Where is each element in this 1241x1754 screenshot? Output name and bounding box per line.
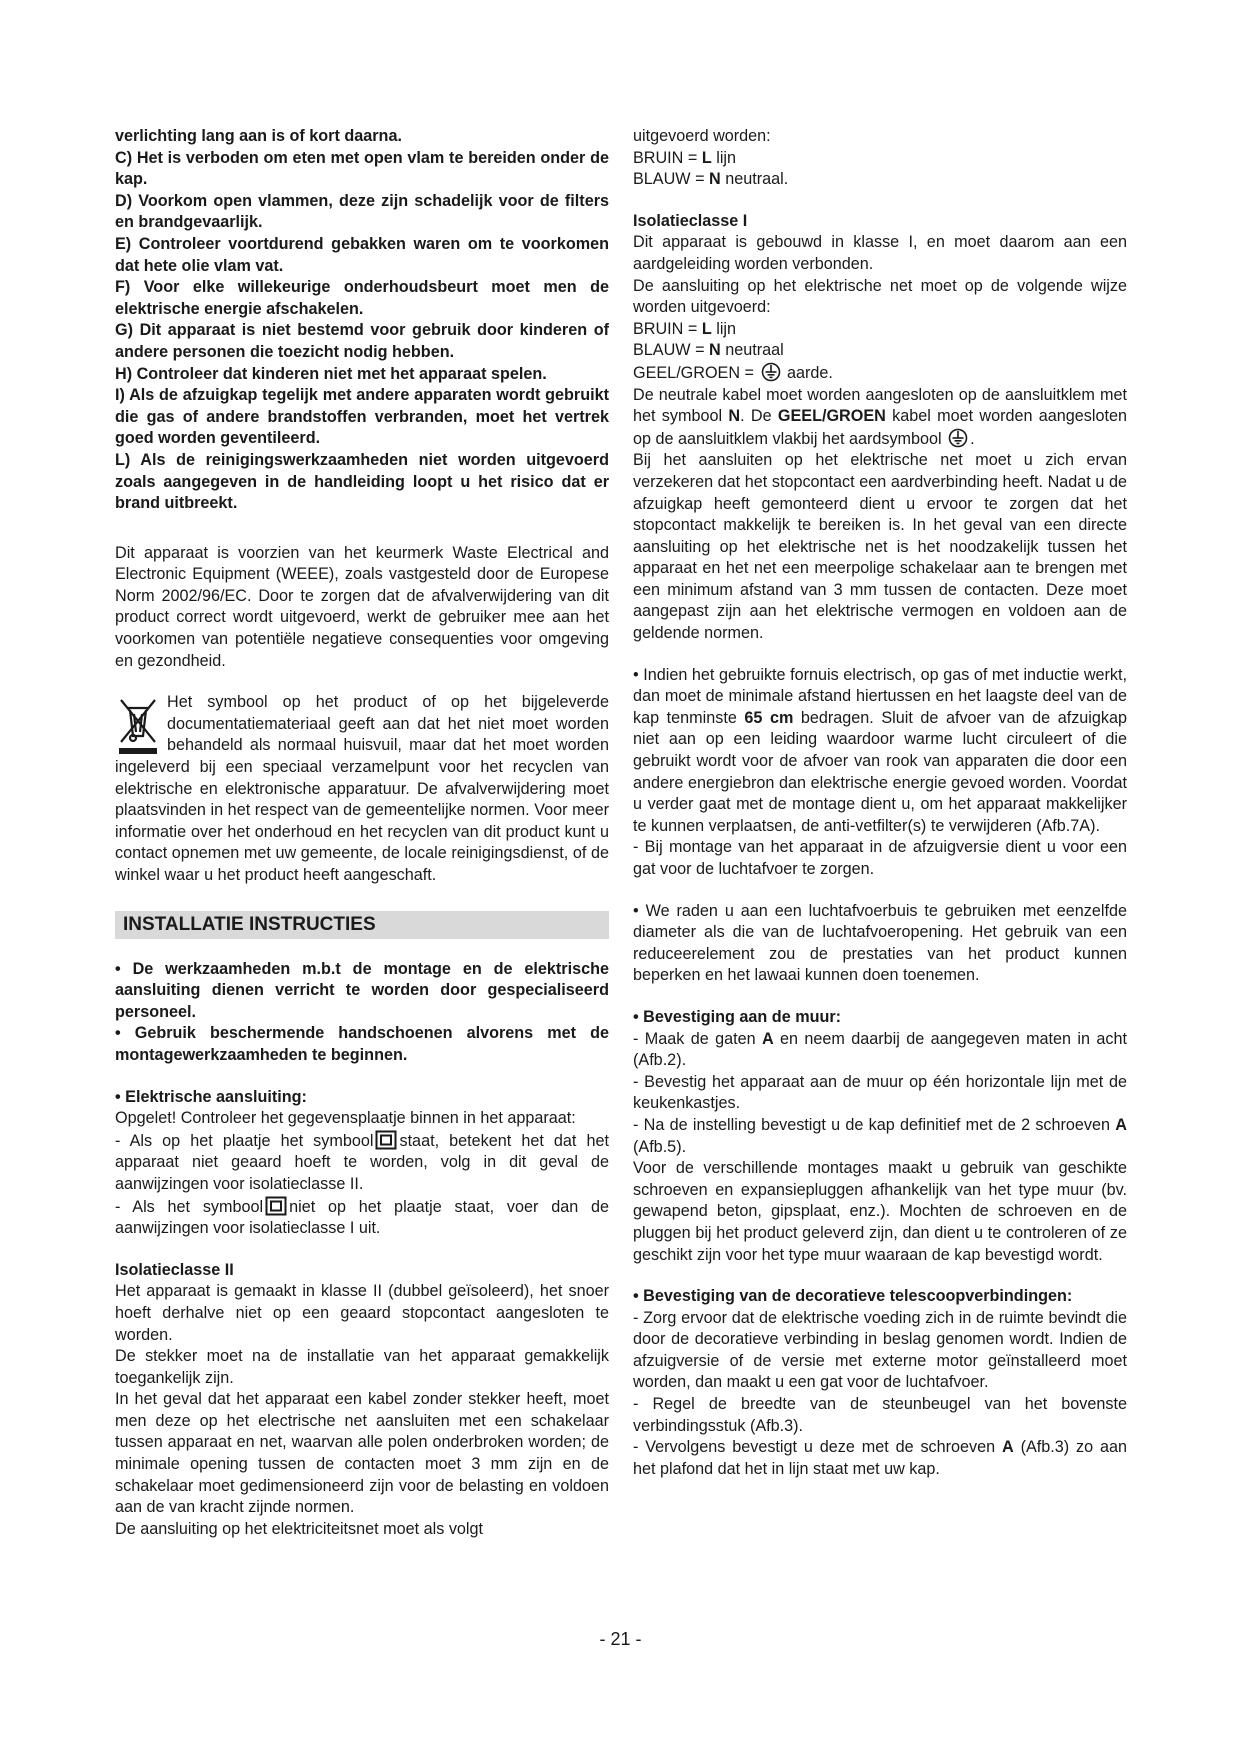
wire-label: BLAUW = — [633, 170, 710, 189]
wall-step: Voor de verschillende montages maakt u gebruik van geschikte schroeven en expansiepluggen afhankelijk van het type muur (bv. gewapend beton, gipsplaat, enz.). Mochten de schroeven en de pluggen bij het product geleverd zijn, dan dient u te controleren of ze geschikt zijn voor het type muur waaraan de kap bevestigd wordt. — [633, 1159, 1127, 1264]
wire-label: GEEL/GROEN = — [633, 363, 759, 382]
neutral-paragraph — [633, 385, 1127, 451]
page-number: - 21 - — [599, 1629, 642, 1649]
weee-block — [115, 692, 609, 886]
stove-text: • Indien het gebruikte fornuis electrisch, op gas of met inductie werkt, dan moet de minimale afstand hiertussen en het laagste deel van de kap tenminste — [633, 665, 1127, 727]
wire-brown — [633, 319, 1127, 341]
electrical-item-2-start: - Als het symbool — [115, 1197, 264, 1216]
right-column — [633, 126, 1127, 1480]
neutral-code: GEEL/GROEN — [777, 407, 886, 426]
electrical-item-1-start: - Als op het plaatje het symbool — [115, 1131, 374, 1150]
electrical-item-2-end: niet op het plaatje staat, voer dan de aanwijzingen voor isolatieclasse I uit. — [115, 1197, 609, 1238]
neutral-text: . De — [740, 407, 778, 426]
wire-meaning: lijn — [711, 319, 737, 338]
wire-blue — [633, 169, 1127, 191]
warning-item: G) Dit apparaat is niet bestemd voor gebruik door kinderen of andere personen die toezicht nodig hebben. — [115, 321, 609, 361]
class2-paragraph: De aansluiting op het elektriciteitsnet moet als volgt — [115, 1519, 484, 1538]
wall-step — [633, 1115, 1127, 1158]
specialist-note: • De werkzaamheden m.b.t de montage en de elektrische aansluiting dienen verricht te worden door gespecialiseerd personeel. — [115, 959, 609, 1021]
stove-text: bedragen. Sluit de afvoer van de afzuigkap niet aan op een leiding waardoor warme lucht circuleert of die gebruikt wordt voor de afvoer van rook van apparaten die door een andere energiebron dan elektrische energie gevoed worden. Voordat u verder gaat met de montage dient u, om het apparaat makkelijker te kunnen verplaatsen, de anti-vetfilter(s) te verwijderen (Afb.7A). — [633, 708, 1127, 835]
wire-meaning: neutraal — [720, 341, 784, 360]
warning-item: D) Voorkom open vlammen, deze zijn schadelijk voor de filters en brandgevaarlijk. — [115, 191, 609, 232]
class1-paragraph: De aansluiting op het elektrische net moet op de volgende wijze worden uitgevoerd: — [633, 276, 1127, 317]
stove-paragraph — [633, 665, 1127, 838]
wire-blue — [633, 340, 1127, 362]
safety-warnings — [115, 126, 609, 515]
wire-code: L — [701, 319, 712, 338]
crossed-bin-icon — [115, 696, 161, 756]
class2-paragraph: De stekker moet na de installatie van het apparaat gemakkelijk toegankelijk zijn. — [115, 1347, 609, 1387]
gloves-note: • Gebruik beschermende handschoenen alvorens met de montagewerkzaamheden te beginnen. — [115, 1024, 609, 1064]
neutral-code: N — [728, 407, 741, 426]
wire-brown — [633, 148, 1127, 170]
electrical-title: • Elektrische aansluiting: — [115, 1087, 307, 1106]
warning-item: verlichting lang aan is of kort daarna. — [115, 127, 402, 145]
deco-text: - Vervolgens bevestigt u deze met de schroeven — [633, 1438, 1002, 1457]
wire-meaning: lijn — [711, 148, 737, 167]
double-insulation-icon — [265, 1196, 287, 1216]
wire-label: BLAUW = — [633, 341, 710, 360]
deco-step: - Zorg ervoor dat de elektrische voeding zich in de ruimte bevindt die door de decoratieve verbinding in beslag genomen wordt. Indien de afzuigversie of de versie met externe motor geïnstalleerd moet worden, dan maakt u een gat voor de luchtafvoer. — [633, 1308, 1127, 1392]
wall-text: - Maak de gaten — [633, 1029, 762, 1048]
wire-meaning: neutraal. — [720, 170, 789, 189]
wall-step: - Bevestig het apparaat aan de muur op één horizontale lijn met de keukenkastjes. — [633, 1072, 1127, 1113]
neutral-text: . — [970, 429, 975, 448]
electrical-item-1 — [115, 1130, 609, 1196]
deco-text: (Afb.3) zo aan het plafond dat het in lijn staat met uw kap. — [633, 1438, 1127, 1478]
section-heading: INSTALLATIE INSTRUCTIES — [115, 911, 609, 939]
class1-paragraph: Dit apparaat is gebouwd in klasse I, en moet daarom aan een aardgeleiding worden verbonden. — [633, 233, 1127, 273]
wall-step — [633, 1029, 1127, 1072]
ground-icon — [761, 362, 781, 382]
wire-meaning: aarde. — [782, 363, 833, 382]
wire-code: N — [709, 170, 721, 189]
warning-item: F) Voor elke willekeurige onderhoudsbeurt moet men de elektrische energie afschakelen. — [115, 278, 609, 318]
class2-title: Isolatieclasse II — [115, 1260, 234, 1279]
neutral-text: De neutrale kabel moet worden aangesloten op de aansluitklem met het symbool — [633, 385, 1127, 426]
weee-intro: Dit apparaat is voorzien van het keurmerk Waste Electrical and Electronic Equipment (WEEE), zoals vastgesteld door de Europese Norm 2002/96/EC. Door te zorgen dat de afvalverwijdering van dit product correct wordt uitgevoerd, werkt de gebruiker mee aan het voorkomen van potentiële negatieve consequenties voor omgeving en gezondheid. — [115, 543, 609, 670]
class2-paragraph: Het apparaat is gemaakt in klasse II (dubbel geïsoleerd), het snoer hoeft derhalve niet op een geaard stopcontact aangesloten te worden. — [115, 1282, 609, 1344]
double-insulation-icon — [375, 1130, 397, 1150]
wall-text: (Afb.5). — [633, 1137, 687, 1156]
wire-code: N — [709, 341, 721, 360]
stove-note: - Bij montage van het apparaat in de afzuigversie dient u voor een gat voor de luchtafvoer te zorgen. — [633, 838, 1127, 878]
ground-icon — [948, 428, 968, 448]
deco-code: A — [1002, 1438, 1014, 1457]
wall-code: A — [1115, 1115, 1127, 1134]
wall-title: • Bevestiging aan de muur: — [633, 1007, 842, 1026]
left-column — [115, 126, 609, 1540]
wire-code: L — [701, 148, 712, 167]
wire-label: BRUIN = — [633, 319, 702, 338]
deco-title: • Bevestiging van de decoratieve telescoopverbindingen: — [633, 1287, 1073, 1306]
electrical-item-2 — [115, 1196, 609, 1240]
wire-green — [633, 362, 1127, 385]
electrical-text: Opgelet! Controleer het gegevensplaatje binnen in het apparaat: — [115, 1109, 576, 1128]
wall-code: A — [761, 1029, 774, 1048]
deco-step: - Regel de breedte van de steunbeugel van het bovenste verbindingsstuk (Afb.3). — [633, 1395, 1127, 1435]
neutral-text: kabel moet worden aangesloten op de aansluitklem vlakbij het aardsymbool — [633, 407, 1128, 448]
duct-paragraph: • We raden u aan een luchtafvoerbuis te gebruiken met eenzelfde diameter als die van de luchtafvoeropening. Het gebruik van een reduceerelement zou de prestaties van het product kunnen beperken en het lawaai kunnen doen toenemen. — [633, 901, 1127, 985]
stove-distance: 65 cm — [744, 708, 794, 727]
warning-item: C) Het is verboden om eten met open vlam te bereiden onder de kap. — [115, 148, 609, 189]
deco-step — [633, 1437, 1127, 1480]
wall-text: - Na de instelling bevestigt u de kap definitief met de 2 schroeven — [633, 1115, 1116, 1134]
warning-item: I) Als de afzuigkap tegelijk met andere apparaten wordt gebruikt die gas of andere brandstoffen verbranden, moet het vertrek goed worden geventileerd. — [115, 386, 609, 448]
weee-symbol-text: Het symbool op het product of op het bijgeleverde documentatiemateriaal geeft aan dat het niet moet worden behandeld als normaal huisvuil, maar dat het moet worden ingeleverd bij een speciaal verzamelpunt voor het recyclen van elektrische en elektronische apparatuur. De afvalverwijdering moet plaatsvinden in het respect van de gemeentelijke normen. Voor meer informatie over het onderhoud en het recyclen van dit product kunt u contact opnemen met uw gemeente, de locale reinigingsdienst, of de winkel waar u het product heeft aangeschaft. — [115, 693, 609, 884]
class2-paragraph: In het geval dat het apparaat een kabel zonder stekker heeft, moet men deze op het electrische net aansluiten met een schakelaar tussen apparaat en net, waarvan alle polen onderbroken worden; de minimale opening tussen de contacten moet 3 mm zijn en de schakelaar moet gedimensioneerd zijn voor de belasting en voldoen aan de van kracht zijnde normen. — [115, 1390, 609, 1517]
continued-text: uitgevoerd worden: — [633, 127, 771, 145]
warning-item: E) Controleer voortdurend gebakken waren om te voorkomen dat hete olie vlam vat. — [115, 234, 609, 275]
wall-text: en neem daarbij de aangegeven maten in acht (Afb.2). — [633, 1029, 1127, 1070]
wire-label: BRUIN = — [633, 148, 702, 167]
warning-item: L) Als de reinigingswerkzaamheden niet worden uitgevoerd zoals aangegeven in de handleiding loopt u het risico dat er brand uitbreekt. — [115, 450, 609, 513]
electrical-item-1-end: staat, betekent het dat het apparaat niet geaard hoeft te worden, volg in dit geval de aanwijzingen voor isolatieclasse II. — [115, 1131, 609, 1193]
connect-paragraph: Bij het aansluiten op het elektrische net moet u zich ervan verzekeren dat het stopcontact een aardverbinding heeft. Nadat u de afzuigkap heeft gemonteerd dient u ervoor te zorgen dat het stopcontact makkelijk te bereiken is. In het geval van een directe aansluiting op het elektrische net is het noodzakelijk tussen het apparaat en het net een meerpolige schakelaar aan te brengen met een minimum afstand van 3 mm tussen de contacten. Deze moet aangepast zijn aan het elektrische vermogen en voldoen aan de geldende normen. — [633, 451, 1127, 643]
class1-title: Isolatieclasse I — [633, 211, 748, 230]
warning-item: H) Controleer dat kinderen niet met het apparaat spelen. — [115, 364, 547, 383]
